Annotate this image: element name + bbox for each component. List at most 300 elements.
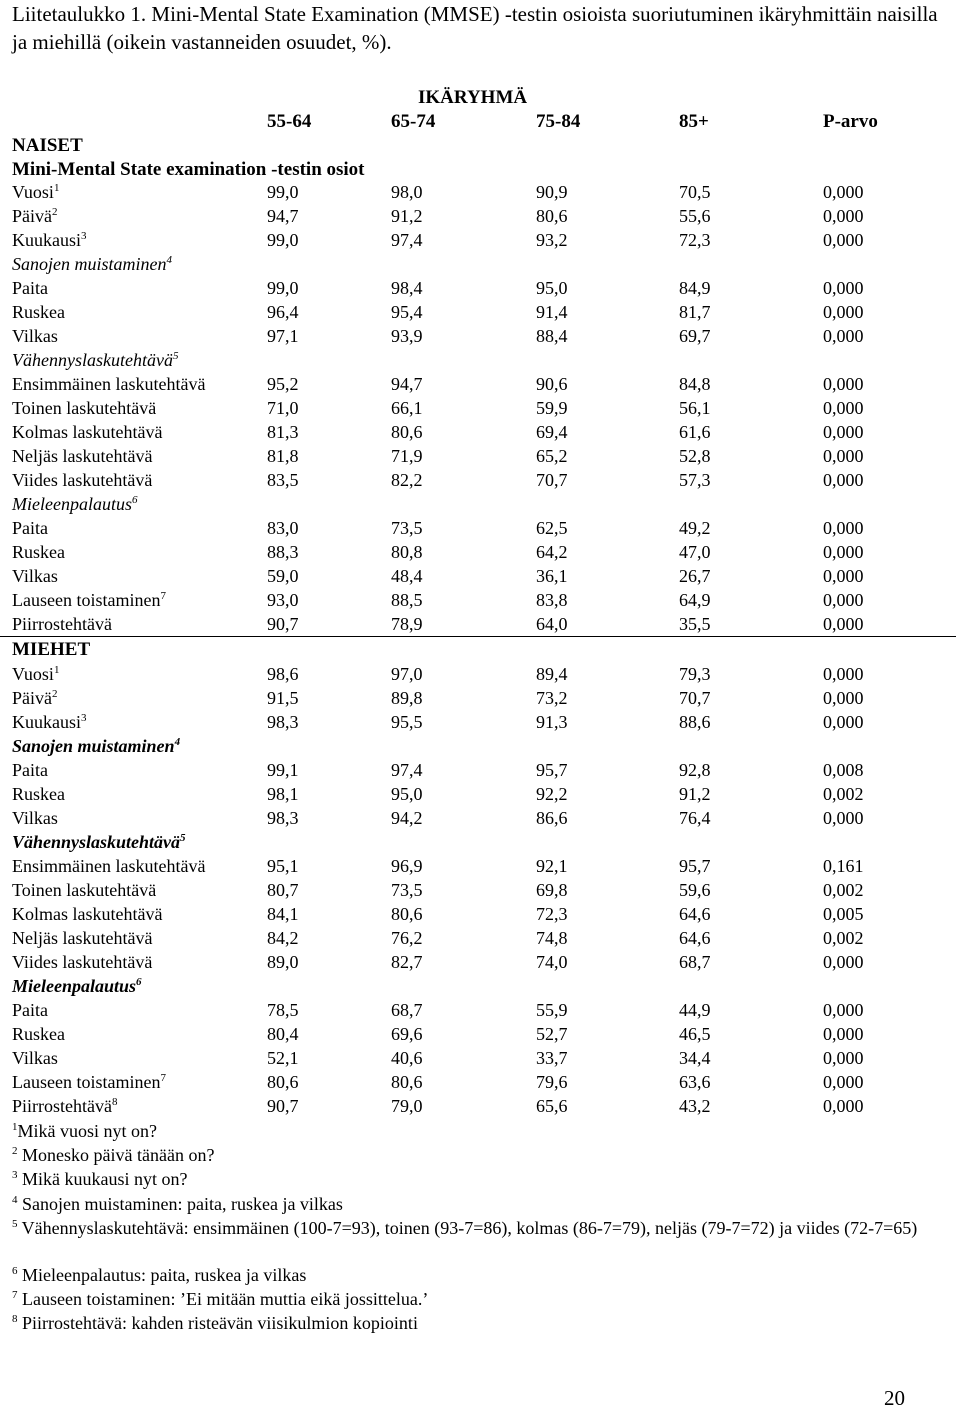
value-cell: 72,3 bbox=[679, 230, 711, 250]
p-value-cell: 0,002 bbox=[823, 880, 864, 900]
value-cell: 69,7 bbox=[679, 326, 711, 346]
value-cell: 74,0 bbox=[536, 952, 568, 972]
row-label bbox=[12, 564, 58, 588]
p-value-cell: 0,000 bbox=[823, 470, 864, 490]
table-row bbox=[0, 662, 960, 686]
row-label-text: Neljäs laskutehtävä bbox=[12, 446, 153, 466]
value-cell: 35,5 bbox=[679, 614, 711, 634]
value-cell: 91,5 bbox=[267, 688, 299, 708]
value-cell: 52,1 bbox=[267, 1048, 299, 1068]
section-label bbox=[12, 492, 137, 516]
footnote-number: 6 bbox=[12, 1265, 18, 1277]
table-row bbox=[0, 588, 960, 612]
value-cell: 78,9 bbox=[391, 614, 423, 634]
footnote-text: Mikä kuukausi nyt on? bbox=[17, 1169, 188, 1189]
value-cell: 48,4 bbox=[391, 566, 423, 586]
value-cell: 84,8 bbox=[679, 374, 711, 394]
row-label bbox=[12, 902, 162, 926]
table-row bbox=[0, 204, 960, 228]
row-label bbox=[12, 1070, 166, 1094]
value-cell: 83,0 bbox=[267, 518, 299, 538]
table-row bbox=[0, 974, 960, 998]
p-value-cell: 0,000 bbox=[823, 614, 864, 634]
table-row bbox=[0, 1046, 960, 1070]
table-row bbox=[0, 612, 960, 636]
value-cell: 34,4 bbox=[679, 1048, 711, 1068]
value-cell: 80,4 bbox=[267, 1024, 299, 1044]
value-cell: 98,1 bbox=[267, 784, 299, 804]
value-cell: 88,3 bbox=[267, 542, 299, 562]
p-value-cell: 0,000 bbox=[823, 664, 864, 684]
row-label bbox=[12, 276, 48, 300]
value-cell: 90,7 bbox=[267, 614, 299, 634]
value-cell: 78,5 bbox=[267, 1000, 299, 1020]
table-row bbox=[0, 564, 960, 588]
row-label bbox=[12, 444, 152, 468]
row-label-text: Kolmas laskutehtävä bbox=[12, 422, 163, 442]
footnote-number: 1 bbox=[12, 1121, 18, 1133]
footnote-marker: 6 bbox=[131, 494, 138, 506]
footnote-text: Sanojen muistaminen: paita, ruskea ja vilkas bbox=[17, 1194, 343, 1214]
value-cell: 65,2 bbox=[536, 446, 568, 466]
row-label-text: Vuosi bbox=[12, 182, 54, 202]
row-label-text: Mieleenpalautus bbox=[12, 976, 137, 996]
footnote-marker: 2 bbox=[52, 688, 58, 700]
value-cell: 91,2 bbox=[391, 206, 423, 226]
value-cell: 99,0 bbox=[267, 278, 299, 298]
value-cell: 80,6 bbox=[267, 1072, 299, 1092]
row-label bbox=[12, 612, 112, 636]
value-cell: 66,1 bbox=[391, 398, 423, 418]
value-cell: 69,4 bbox=[536, 422, 568, 442]
footnote-marker: 3 bbox=[81, 712, 87, 724]
value-cell: 91,4 bbox=[536, 302, 568, 322]
value-cell: 80,6 bbox=[391, 904, 423, 924]
value-cell: 95,1 bbox=[267, 856, 299, 876]
footnote-marker: 1 bbox=[53, 182, 60, 194]
value-cell: 95,7 bbox=[536, 760, 568, 780]
section-label bbox=[12, 830, 186, 854]
table-row bbox=[0, 710, 960, 734]
footnote-number: 7 bbox=[12, 1289, 18, 1301]
table-row bbox=[0, 1022, 960, 1046]
table-row bbox=[0, 516, 960, 540]
row-label bbox=[12, 662, 59, 686]
row-label bbox=[12, 950, 152, 974]
footnote-marker: 5 bbox=[172, 350, 179, 362]
value-cell: 81,7 bbox=[679, 302, 711, 322]
men-group-label: MIEHET bbox=[12, 639, 91, 660]
table-row bbox=[0, 998, 960, 1022]
value-cell: 70,7 bbox=[536, 470, 568, 490]
value-cell: 91,2 bbox=[679, 784, 711, 804]
row-label-text: Vilkas bbox=[12, 808, 58, 828]
p-value-cell: 0,000 bbox=[823, 230, 864, 250]
footnote bbox=[12, 1263, 942, 1287]
row-label-text: Toinen laskutehtävä bbox=[12, 398, 157, 418]
value-cell: 26,7 bbox=[679, 566, 711, 586]
col-header-65-74: 65-74 bbox=[391, 111, 436, 132]
value-cell: 90,9 bbox=[536, 182, 568, 202]
row-label-text: Neljäs laskutehtävä bbox=[12, 928, 153, 948]
value-cell: 99,1 bbox=[267, 760, 299, 780]
value-cell: 92,2 bbox=[536, 784, 568, 804]
row-label bbox=[12, 516, 48, 540]
value-cell: 73,5 bbox=[391, 880, 423, 900]
value-cell: 98,0 bbox=[391, 182, 423, 202]
value-cell: 97,0 bbox=[391, 664, 423, 684]
row-label bbox=[12, 228, 87, 252]
footnote-text: Mikä vuosi nyt on? bbox=[17, 1121, 157, 1141]
value-cell: 70,7 bbox=[679, 688, 711, 708]
value-cell: 84,2 bbox=[267, 928, 299, 948]
footnote bbox=[12, 1192, 942, 1216]
footnote-number: 8 bbox=[12, 1313, 18, 1325]
value-cell: 80,6 bbox=[391, 1072, 423, 1092]
value-cell: 83,5 bbox=[267, 470, 299, 490]
value-cell: 90,7 bbox=[267, 1096, 299, 1116]
p-value-cell: 0,000 bbox=[823, 278, 864, 298]
value-cell: 59,0 bbox=[267, 566, 299, 586]
table-row bbox=[0, 300, 960, 324]
footnote-text: Mieleenpalautus: paita, ruskea ja vilkas bbox=[17, 1265, 307, 1285]
row-label bbox=[12, 396, 156, 420]
row-label-text: Viides laskutehtävä bbox=[12, 952, 153, 972]
value-cell: 73,2 bbox=[536, 688, 568, 708]
value-cell: 61,6 bbox=[679, 422, 711, 442]
women-subtitle: Mini-Mental State examination -testin osiot bbox=[12, 159, 365, 180]
value-cell: 71,9 bbox=[391, 446, 423, 466]
value-cell: 88,5 bbox=[391, 590, 423, 610]
value-cell: 73,5 bbox=[391, 518, 423, 538]
row-label-text: Vilkas bbox=[12, 1048, 58, 1068]
value-cell: 62,5 bbox=[536, 518, 568, 538]
p-value-cell: 0,000 bbox=[823, 590, 864, 610]
p-value-cell: 0,000 bbox=[823, 808, 864, 828]
value-cell: 84,1 bbox=[267, 904, 299, 924]
value-cell: 70,5 bbox=[679, 182, 711, 202]
value-cell: 95,5 bbox=[391, 712, 423, 732]
table-row bbox=[0, 540, 960, 564]
row-label-text: Ensimmäinen laskutehtävä bbox=[12, 374, 206, 394]
table-row bbox=[0, 180, 960, 204]
row-label bbox=[12, 878, 156, 902]
value-cell: 82,7 bbox=[391, 952, 423, 972]
row-label-text: Vilkas bbox=[12, 326, 58, 346]
p-value-cell: 0,000 bbox=[823, 446, 864, 466]
value-cell: 68,7 bbox=[391, 1000, 423, 1020]
value-cell: 36,1 bbox=[536, 566, 568, 586]
section-label bbox=[12, 348, 178, 372]
row-label-text: Paita bbox=[12, 1000, 48, 1020]
value-cell: 93,2 bbox=[536, 230, 568, 250]
row-label-text: Sanojen muistaminen bbox=[12, 736, 175, 756]
row-label bbox=[12, 468, 152, 492]
row-label-text: Sanojen muistaminen bbox=[12, 254, 167, 274]
value-cell: 86,6 bbox=[536, 808, 568, 828]
age-group-header: IKÄRYHMÄ bbox=[418, 87, 528, 108]
table-row bbox=[0, 372, 960, 396]
value-cell: 52,8 bbox=[679, 446, 711, 466]
value-cell: 69,8 bbox=[536, 880, 568, 900]
value-cell: 83,8 bbox=[536, 590, 568, 610]
p-value-cell: 0,000 bbox=[823, 566, 864, 586]
row-label-text: Viides laskutehtävä bbox=[12, 470, 153, 490]
row-label bbox=[12, 540, 65, 564]
value-cell: 76,4 bbox=[679, 808, 711, 828]
footnote bbox=[12, 1311, 942, 1335]
row-label bbox=[12, 1022, 65, 1046]
page-number: 20 bbox=[884, 1386, 905, 1410]
value-cell: 52,7 bbox=[536, 1024, 568, 1044]
value-cell: 64,9 bbox=[679, 590, 711, 610]
value-cell: 74,8 bbox=[536, 928, 568, 948]
p-value-cell: 0,000 bbox=[823, 542, 864, 562]
row-label-text: Vähennyslaskutehtävä bbox=[12, 832, 181, 852]
p-value-cell: 0,000 bbox=[823, 302, 864, 322]
footnote-marker: 7 bbox=[160, 1072, 166, 1084]
value-cell: 80,8 bbox=[391, 542, 423, 562]
row-label bbox=[12, 420, 162, 444]
row-label bbox=[12, 180, 59, 204]
table-row bbox=[0, 758, 960, 782]
value-cell: 64,2 bbox=[536, 542, 568, 562]
row-label bbox=[12, 998, 48, 1022]
row-label-text: Päivä bbox=[12, 688, 52, 708]
footnote bbox=[12, 1143, 942, 1167]
section-label bbox=[12, 734, 180, 758]
value-cell: 57,3 bbox=[679, 470, 711, 490]
footnote-text: Vähennyslaskutehtävä: ensimmäinen (100-7=93), toinen (93-7=86), kolmas (86-7=79), neljäs (79-7=72) ja viides (72-7=65) bbox=[17, 1218, 918, 1238]
value-cell: 65,6 bbox=[536, 1096, 568, 1116]
table-row bbox=[0, 686, 960, 710]
value-cell: 46,5 bbox=[679, 1024, 711, 1044]
table-row bbox=[0, 854, 960, 878]
p-value-cell: 0,000 bbox=[823, 712, 864, 732]
table-row bbox=[0, 830, 960, 854]
p-value-cell: 0,008 bbox=[823, 760, 864, 780]
row-label-text: Lauseen toistaminen bbox=[12, 1072, 161, 1092]
value-cell: 40,6 bbox=[391, 1048, 423, 1068]
row-label bbox=[12, 1046, 58, 1070]
p-value-cell: 0,161 bbox=[823, 856, 864, 876]
table-row bbox=[0, 396, 960, 420]
value-cell: 97,4 bbox=[391, 760, 423, 780]
table-row bbox=[0, 444, 960, 468]
value-cell: 79,6 bbox=[536, 1072, 568, 1092]
table-row bbox=[0, 1070, 960, 1094]
value-cell: 64,0 bbox=[536, 614, 568, 634]
value-cell: 79,3 bbox=[679, 664, 711, 684]
footnote-text: Monesko päivä tänään on? bbox=[17, 1145, 215, 1165]
footnote bbox=[12, 1216, 942, 1240]
table-row bbox=[0, 348, 960, 372]
p-value-cell: 0,000 bbox=[823, 398, 864, 418]
footnote-marker: 5 bbox=[180, 832, 186, 844]
table-row bbox=[0, 806, 960, 830]
value-cell: 59,9 bbox=[536, 398, 568, 418]
row-label-text: Ruskea bbox=[12, 1024, 65, 1044]
row-label bbox=[12, 1094, 117, 1118]
row-label bbox=[12, 806, 58, 830]
value-cell: 88,6 bbox=[679, 712, 711, 732]
value-cell: 56,1 bbox=[679, 398, 711, 418]
footnote-marker: 4 bbox=[166, 254, 172, 266]
col-header-75-84: 75-84 bbox=[536, 111, 581, 132]
value-cell: 99,0 bbox=[267, 230, 299, 250]
footnote-marker: 3 bbox=[81, 230, 87, 242]
value-cell: 98,3 bbox=[267, 712, 299, 732]
value-cell: 71,0 bbox=[267, 398, 299, 418]
p-value-cell: 0,000 bbox=[823, 518, 864, 538]
value-cell: 64,6 bbox=[679, 904, 711, 924]
col-header-55-64: 55-64 bbox=[267, 111, 312, 132]
row-label-text: Paita bbox=[12, 518, 48, 538]
p-value-cell: 0,000 bbox=[823, 688, 864, 708]
table-row bbox=[0, 228, 960, 252]
footnote bbox=[12, 1167, 942, 1191]
value-cell: 55,6 bbox=[679, 206, 711, 226]
row-label-text: Kuukausi bbox=[12, 230, 81, 250]
value-cell: 92,1 bbox=[536, 856, 568, 876]
footnote-number: 2 bbox=[12, 1145, 18, 1157]
row-label-text: Vilkas bbox=[12, 566, 58, 586]
row-label bbox=[12, 686, 58, 710]
table-row bbox=[0, 324, 960, 348]
value-cell: 96,9 bbox=[391, 856, 423, 876]
row-label-text: Ensimmäinen laskutehtävä bbox=[12, 856, 206, 876]
women-group-label: NAISET bbox=[12, 135, 83, 156]
value-cell: 93,9 bbox=[391, 326, 423, 346]
value-cell: 80,6 bbox=[536, 206, 568, 226]
row-label-text: Ruskea bbox=[12, 542, 65, 562]
row-label bbox=[12, 854, 205, 878]
table-row bbox=[0, 782, 960, 806]
p-value-cell: 0,002 bbox=[823, 928, 864, 948]
table-row bbox=[0, 252, 960, 276]
row-label-text: Lauseen toistaminen bbox=[12, 590, 161, 610]
value-cell: 49,2 bbox=[679, 518, 711, 538]
footnote-marker: 6 bbox=[136, 976, 142, 988]
value-cell: 81,8 bbox=[267, 446, 299, 466]
value-cell: 59,6 bbox=[679, 880, 711, 900]
value-cell: 93,0 bbox=[267, 590, 299, 610]
p-value-cell: 0,000 bbox=[823, 374, 864, 394]
row-label-text: Kolmas laskutehtävä bbox=[12, 904, 163, 924]
row-label-text: Kuukausi bbox=[12, 712, 81, 732]
value-cell: 95,0 bbox=[391, 784, 423, 804]
value-cell: 90,6 bbox=[536, 374, 568, 394]
value-cell: 98,6 bbox=[267, 664, 299, 684]
p-value-cell: 0,005 bbox=[823, 904, 864, 924]
footnote-marker: 1 bbox=[53, 664, 60, 676]
value-cell: 55,9 bbox=[536, 1000, 568, 1020]
footnote-number: 5 bbox=[12, 1218, 18, 1230]
row-label-text: Vuosi bbox=[12, 664, 54, 684]
value-cell: 79,0 bbox=[391, 1096, 423, 1116]
value-cell: 81,3 bbox=[267, 422, 299, 442]
p-value-cell: 0,000 bbox=[823, 1096, 864, 1116]
value-cell: 94,7 bbox=[391, 374, 423, 394]
value-cell: 98,4 bbox=[391, 278, 423, 298]
value-cell: 84,9 bbox=[679, 278, 711, 298]
value-cell: 97,1 bbox=[267, 326, 299, 346]
value-cell: 76,2 bbox=[391, 928, 423, 948]
row-label bbox=[12, 926, 152, 950]
table-row bbox=[0, 468, 960, 492]
footnote-marker: 4 bbox=[174, 736, 181, 748]
value-cell: 96,4 bbox=[267, 302, 299, 322]
value-cell: 95,2 bbox=[267, 374, 299, 394]
table-row bbox=[0, 878, 960, 902]
table-title: Liitetaulukko 1. Mini-Mental State Examination (MMSE) -testin osioista suoriutuminen ikäryhmittäin naisilla ja miehillä (oikein vastanneiden osuudet, %). bbox=[12, 2, 938, 54]
p-value-cell: 0,000 bbox=[823, 952, 864, 972]
footnote bbox=[12, 1119, 942, 1143]
table-row bbox=[0, 420, 960, 444]
value-cell: 64,6 bbox=[679, 928, 711, 948]
value-cell: 95,0 bbox=[536, 278, 568, 298]
p-value-cell: 0,000 bbox=[823, 1000, 864, 1020]
value-cell: 89,4 bbox=[536, 664, 568, 684]
value-cell: 89,8 bbox=[391, 688, 423, 708]
table-row bbox=[0, 492, 960, 516]
value-cell: 43,2 bbox=[679, 1096, 711, 1116]
row-label bbox=[12, 300, 65, 324]
footnote-marker: 2 bbox=[52, 206, 58, 218]
value-cell: 88,4 bbox=[536, 326, 568, 346]
footnote-number: 4 bbox=[12, 1194, 18, 1206]
value-cell: 44,9 bbox=[679, 1000, 711, 1020]
value-cell: 95,4 bbox=[391, 302, 423, 322]
p-value-cell: 0,000 bbox=[823, 422, 864, 442]
value-cell: 72,3 bbox=[536, 904, 568, 924]
row-label-text: Ruskea bbox=[12, 784, 65, 804]
section-divider bbox=[0, 636, 956, 637]
col-header-85plus: 85+ bbox=[679, 111, 709, 132]
p-value-cell: 0,000 bbox=[823, 1048, 864, 1068]
value-cell: 89,0 bbox=[267, 952, 299, 972]
row-label bbox=[12, 758, 48, 782]
value-cell: 68,7 bbox=[679, 952, 711, 972]
row-label bbox=[12, 588, 166, 612]
table-row bbox=[0, 734, 960, 758]
row-label bbox=[12, 324, 58, 348]
row-label-text: Päivä bbox=[12, 206, 52, 226]
row-label-text: Paita bbox=[12, 760, 48, 780]
p-value-cell: 0,000 bbox=[823, 182, 864, 202]
row-label-text: Piirrostehtävä bbox=[12, 614, 112, 634]
row-label bbox=[12, 782, 65, 806]
row-label bbox=[12, 204, 58, 228]
table-row bbox=[0, 950, 960, 974]
footnote-text: Lauseen toistaminen: ’Ei mitään muttia eikä jossittelua.’ bbox=[17, 1289, 429, 1309]
col-header-pvalue: P-arvo bbox=[823, 111, 878, 132]
section-label bbox=[12, 974, 142, 998]
value-cell: 99,0 bbox=[267, 182, 299, 202]
value-cell: 94,7 bbox=[267, 206, 299, 226]
footnote-marker: 7 bbox=[160, 590, 166, 602]
section-label bbox=[12, 252, 172, 276]
p-value-cell: 0,000 bbox=[823, 206, 864, 226]
value-cell: 92,8 bbox=[679, 760, 711, 780]
value-cell: 69,6 bbox=[391, 1024, 423, 1044]
row-label-text: Piirrostehtävä bbox=[12, 1096, 112, 1116]
footnote-marker: 8 bbox=[111, 1096, 118, 1108]
table-row bbox=[0, 902, 960, 926]
value-cell: 80,7 bbox=[267, 880, 299, 900]
footnote-text: Piirrostehtävä: kahden risteävän viisikulmion kopiointi bbox=[17, 1313, 418, 1333]
table-row bbox=[0, 276, 960, 300]
